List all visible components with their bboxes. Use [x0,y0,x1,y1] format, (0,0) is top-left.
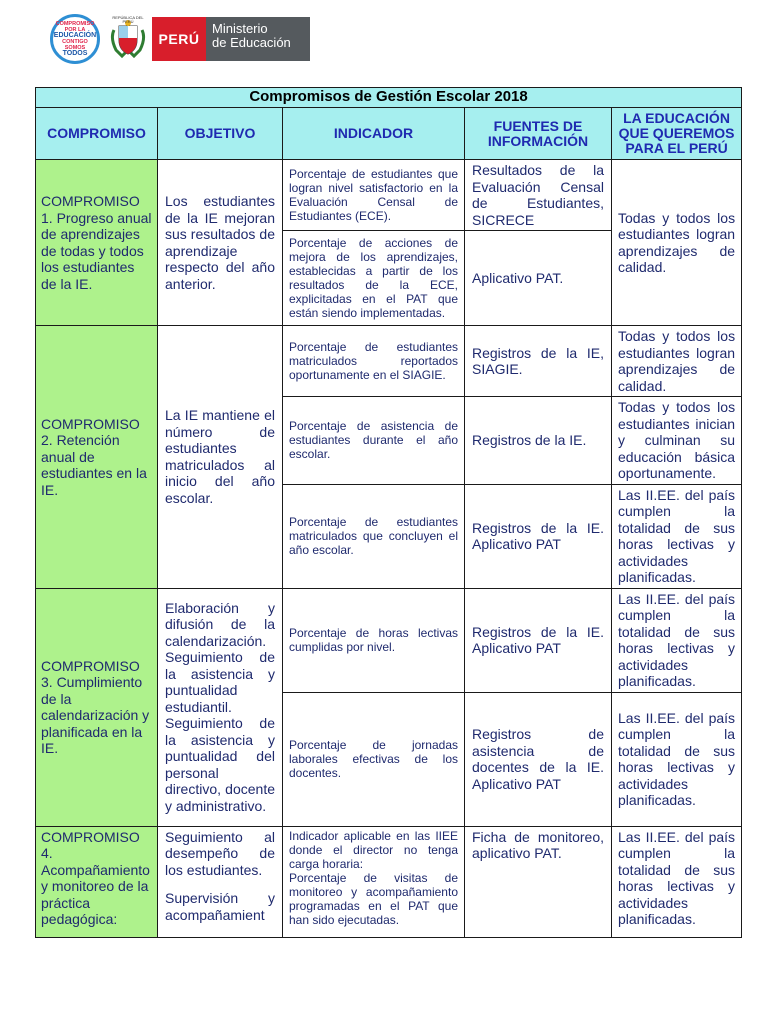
indicador-1a-cell: Porcentaje de estudiantes que logran nivel satisfactorio en la Evaluación Censal de Estudiantes (ECE). [283,160,465,231]
objetivo-4-part2: Supervisión y acompañamient [165,890,275,923]
compromiso-2-cell: COMPROMISO 2. Retención anual de estudiantes en la IE. [36,326,158,589]
header-compromiso: COMPROMISO [36,108,158,160]
indicador-4-part1: Indicador aplicable en las IIEE donde el director no tenga carga horaria: [289,828,458,871]
header-indicador: INDICADOR [283,108,465,160]
indicador-2a-cell: Porcentaje de estudiantes matriculados reportados oportunamente en el SIAGIE. [283,326,465,397]
indicador-4-part2: Porcentaje de visitas de monitoreo y acompañamiento programadas en el PAT que han sido ejecutadas. [289,870,458,927]
header-fuentes: FUENTES DE INFORMACIÓN [465,108,612,160]
fuentes-3a-cell: Registros de la IE. Aplicativo PAT [465,588,612,692]
compromisos-table [35,87,742,938]
logo-text-line1: COMPROMISO POR LA [55,21,95,33]
brand-line2: de Educación [212,35,291,50]
indicador-3a-cell: Porcentaje de horas lectivas cumplidas por nivel. [283,588,465,692]
educacion-3b-cell: Las II.EE. del país cumplen la totalidad de sus horas lectivas y actividades planificadas. [612,692,742,826]
fuentes-2a-cell: Registros de la IE, SIAGIE. [465,326,612,397]
brand-country: PERÚ [152,17,206,61]
objetivo-2-cell: La IE mantiene el número de estudiantes matriculados al inicio del año escolar. [158,326,283,589]
indicador-1b-cell: Porcentaje de acciones de mejora de los aprendizajes, establecidas a partir de los resultados de la ECE, explicitadas en el PAT que están siendo implementadas. [283,231,465,326]
header-educacion: LA EDUCACIÓN QUE QUEREMOS PARA EL PERÚ [612,108,742,160]
indicador-4-cell [283,826,465,937]
indicador-3b-cell: Porcentaje de jornadas laborales efectivas de los docentes. [283,692,465,826]
ministerio-brand-logo [152,17,310,61]
fuentes-4-cell: Ficha de monitoreo, aplicativo PAT. [465,826,612,937]
educacion-2b-cell: Todas y todos los estudiantes inician y culminan su educación básica oportunamente. [612,397,742,485]
compromiso-3-cell: COMPROMISO 3. Cumplimiento de la calendarización y planificada en la IE. [36,588,158,826]
fuentes-3b-cell: Registros de asistencia de docentes de la IE. Aplicativo PAT [465,692,612,826]
logo-text-line4: TODOS [62,50,88,57]
logo-text-line2: EDUCACIÓN [53,32,97,39]
educacion-2a-cell: Todas y todos los estudiantes logran aprendizajes de calidad. [612,326,742,397]
header-objetivo: OBJETIVO [158,108,283,160]
objetivo-1-cell: Los estudiantes de la IE mejoran sus resultados de aprendizaje respecto del año anterior. [158,160,283,326]
logo-text-line3: CONTIGO SOMOS [62,39,88,51]
peru-coat-of-arms-icon [108,16,148,62]
shield-label: REPÚBLICA DEL PERÚ [112,15,144,24]
educacion-1-cell: Todas y todos los estudiantes logran aprendizajes de calidad. [612,160,742,326]
educacion-3a-cell: Las II.EE. del país cumplen la totalidad de sus horas lectivas y actividades planificadas. [612,588,742,692]
compromiso-4-cell: COMPROMISO 4. Acompañamiento y monitoreo de la práctica pedagógica: [36,826,158,937]
page-header [50,14,310,64]
objetivo-3-cell: Elaboración y difusión de la calendarización. Seguimiento de la asistencia y puntualidad estudiantil. Seguimiento de la asistencia y puntualidad del personal directivo, docente y administrativo. [158,588,283,826]
brand-line1: Ministerio [212,21,268,36]
table-title: Compromisos de Gestión Escolar 2018 [36,88,742,108]
fuentes-2b-cell: Registros de la IE. [465,397,612,485]
objetivo-4-part1: Seguimiento al desempeño de los estudiantes. [165,828,275,878]
compromiso-1-cell: COMPROMISO 1. Progreso anual de aprendizajes de todas y todos los estudiantes de la IE. [36,160,158,326]
educacion-2c-cell: Las II.EE. del país cumplen la totalidad de sus horas lectivas y actividades planificadas. [612,484,742,588]
objetivo-4-cell [158,826,283,937]
brand-ministry [206,17,310,61]
indicador-2c-cell: Porcentaje de estudiantes matriculados que concluyen el año escolar. [283,484,465,588]
fuentes-2c-cell: Registros de la IE. Aplicativo PAT [465,484,612,588]
educacion-4-cell: Las II.EE. del país cumplen la totalidad de sus horas lectivas y actividades planificadas. [612,826,742,937]
fuentes-1b-cell: Aplicativo PAT. [465,231,612,326]
indicador-2b-cell: Porcentaje de asistencia de estudiantes durante el año escolar. [283,397,465,485]
compromiso-educacion-logo [50,14,100,64]
fuentes-1a-cell: Resultados de la Evaluación Censal de Estudiantes, SICRECE [465,160,612,231]
